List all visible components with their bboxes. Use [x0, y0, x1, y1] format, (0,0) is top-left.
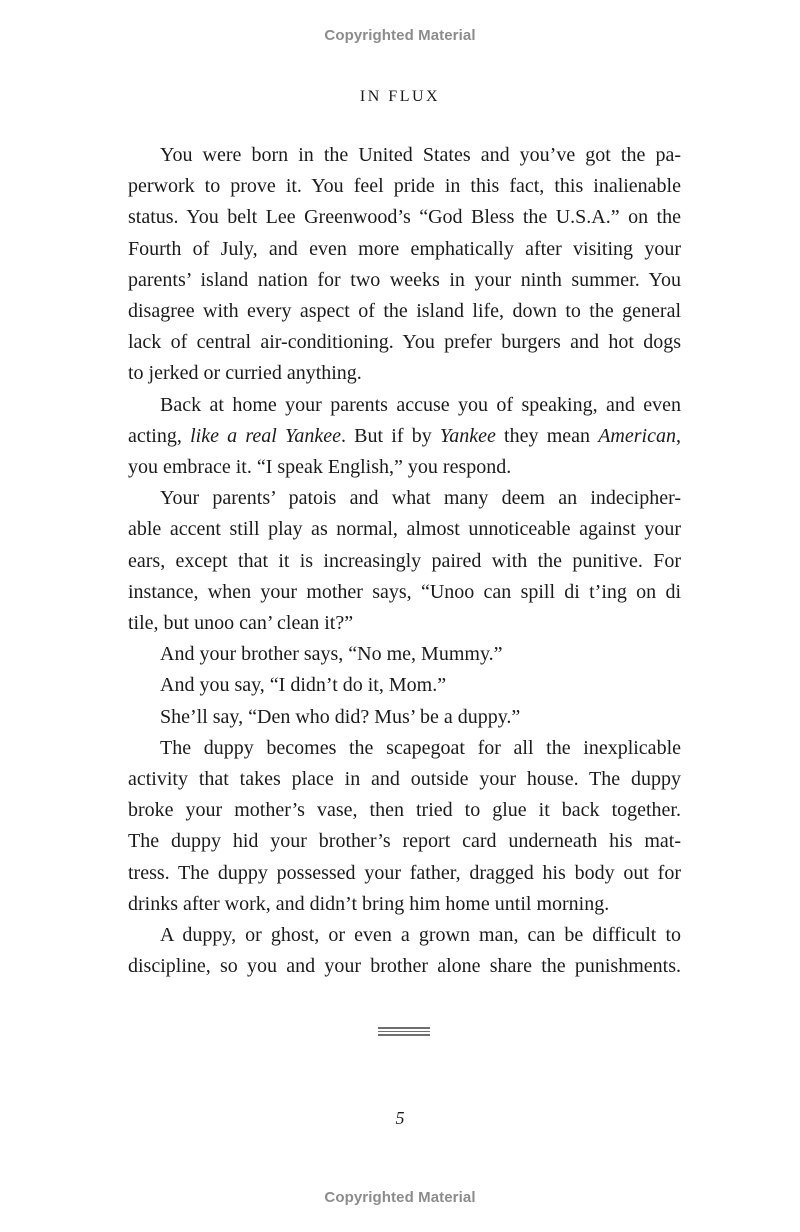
- text-line: activity that takes place in and outside your house. The duppy: [128, 768, 681, 791]
- paragraph-2: [128, 390, 681, 484]
- paragraph-4: [128, 639, 681, 670]
- text-run: ,: [675, 424, 681, 447]
- text-line: discipline, so you and your brother alone share the punishments.: [128, 955, 681, 978]
- text-line: disagree with every aspect of the island life, down to the general: [128, 300, 681, 323]
- text-run: acting,: [128, 424, 191, 447]
- ornament-rule: [378, 1031, 430, 1033]
- paragraph-5: [128, 670, 681, 701]
- text-line: Your parents’ patois and what many deem an indecipher-: [160, 487, 681, 510]
- text-line: She’ll say, “Den who did? Mus’ be a duppy.”: [160, 705, 521, 728]
- text-run: they mean: [495, 424, 599, 447]
- text-line: lack of central air-conditioning. You prefer burgers and hot dogs: [128, 331, 681, 354]
- text-line: ears, except that it is increasingly paired with the punitive. For: [128, 549, 681, 572]
- running-head: IN FLUX: [359, 88, 441, 105]
- page-number: 5: [395, 1108, 405, 1128]
- watermark-top: Copyrighted Material: [324, 27, 476, 44]
- italic-run: Yankee: [439, 424, 496, 447]
- text-line: Fourth of July, and even more emphatically after visiting your: [128, 237, 681, 260]
- text-line: perwork to prove it. You feel pride in this fact, this inalienable: [128, 175, 681, 198]
- text-line: tress. The duppy possessed your father, dragged his body out for: [128, 861, 681, 884]
- watermark-bottom: Copyrighted Material: [324, 1189, 476, 1206]
- italic-run: American: [598, 424, 676, 447]
- ornament-rule: [378, 1034, 430, 1036]
- text-line: Back at home your parents accuse you of speaking, and even: [160, 393, 681, 416]
- text-line: parents’ island nation for two weeks in your ninth summer. You: [128, 268, 681, 291]
- text-line: The duppy hid your brother’s report card underneath his mat-: [128, 830, 681, 853]
- text-line: broke your mother’s vase, then tried to glue it back together.: [128, 799, 681, 822]
- text-line: And you say, “I didn’t do it, Mom.”: [160, 674, 447, 697]
- text-line: A duppy, or ghost, or even a grown man, can be difficult to: [160, 924, 681, 947]
- paragraph-1: [128, 140, 681, 390]
- paragraph-6: [128, 702, 681, 733]
- text-line: able accent still play as normal, almost unnoticeable against your: [128, 518, 681, 541]
- text-run: . But if by: [340, 424, 440, 447]
- paragraph-8: [128, 920, 681, 982]
- text-line: to jerked or curried anything.: [128, 362, 362, 385]
- text-line: you embrace it. “I speak English,” you respond.: [128, 456, 512, 479]
- text-line-mixed: [128, 421, 681, 452]
- paragraph-3: [128, 483, 681, 639]
- text-line: tile, but unoo can’ clean it?”: [128, 612, 354, 635]
- italic-run: like a real Yankee: [190, 424, 341, 447]
- text-line: The duppy becomes the scapegoat for all the inexplicable: [160, 736, 681, 759]
- text-line: instance, when your mother says, “Unoo can spill di t’ing on di: [128, 580, 681, 603]
- text-line: drinks after work, and didn’t bring him home until morning.: [128, 892, 610, 915]
- text-line: You were born in the United States and you’ve got the pa-: [160, 144, 681, 166]
- paragraph-7: [128, 733, 681, 920]
- ornament-rule: [378, 1027, 430, 1029]
- body-text: [128, 140, 681, 982]
- section-break-ornament-icon: [378, 1027, 430, 1036]
- text-line: status. You belt Lee Greenwood’s “God Bless the U.S.A.” on the: [128, 206, 681, 229]
- text-line: And your brother says, “No me, Mummy.”: [160, 643, 503, 666]
